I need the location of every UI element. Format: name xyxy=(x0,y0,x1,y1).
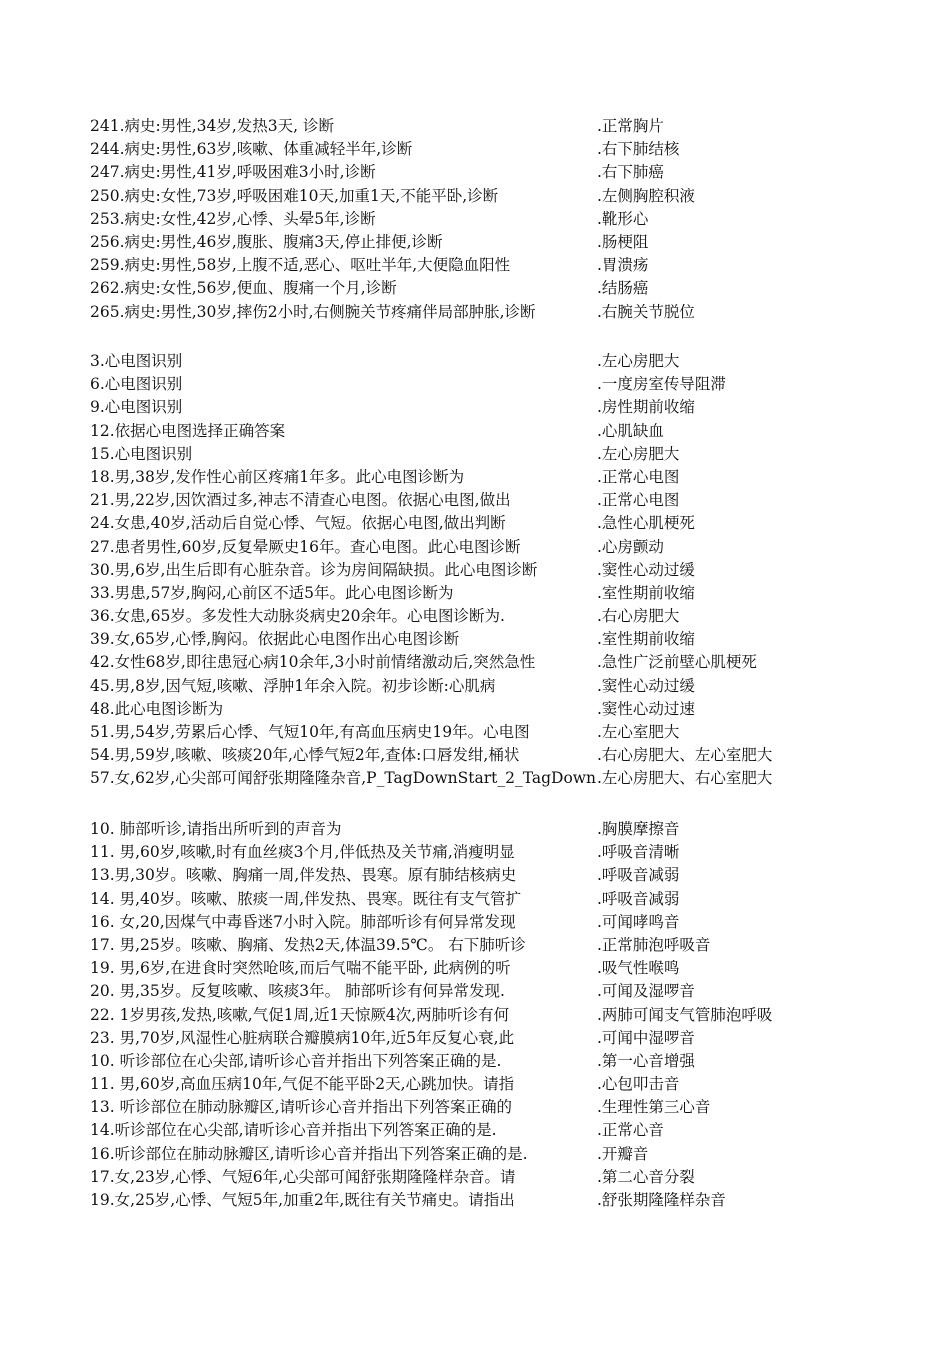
question-text: 57.女,62岁,心尖部可闻舒张期隆隆杂音,P_TagDownStart_2_TagDown xyxy=(90,769,597,788)
question-text: 10. 听诊部位在心尖部,请听诊心音并指出下列答案正确的是. xyxy=(90,1051,502,1070)
answer-text: .左心室肥大 xyxy=(597,723,680,741)
answer-text: .肠梗阻 xyxy=(597,232,649,251)
answer-text: .吸气性喉鸣 xyxy=(597,959,680,978)
question-row xyxy=(90,1004,850,1027)
imaging-diagnosis-section xyxy=(90,115,850,324)
question-row xyxy=(90,489,850,512)
answer-text: .室性期前收缩 xyxy=(597,583,695,602)
question-text: 22. 1岁男孩,发热,咳嗽,气促1周,近1天惊厥4次,两肺听诊有何 xyxy=(90,1005,510,1024)
question-text: 42.女性68岁,即往患冠心病10余年,3小时前情绪激动后,突然急性 xyxy=(90,653,536,672)
question-row xyxy=(90,675,850,698)
answer-text: .急性广泛前壁心肌梗死 xyxy=(597,653,757,672)
answer-text: .心包叩击音 xyxy=(597,1075,680,1094)
answer-text: .右心房肥大、左心室肥大 xyxy=(597,746,773,765)
question-row xyxy=(90,1189,850,1212)
answer-text: .第一心音增强 xyxy=(597,1051,695,1070)
question-row xyxy=(90,185,850,208)
ecg-diagnosis-section xyxy=(90,350,850,791)
answer-text: .靴形心 xyxy=(597,209,649,228)
question-text: 18.男,38岁,发作性心前区疼痛1年多。此心电图诊断为 xyxy=(90,467,465,486)
answer-text: .两肺可闻支气管肺泡呼吸 xyxy=(597,1005,773,1024)
question-row xyxy=(90,396,850,419)
answer-text: .生理性第三心音 xyxy=(597,1098,711,1117)
question-text: 24.女患,40岁,活动后自觉心悸、气短。依据心电图,做出判断 xyxy=(90,514,506,533)
question-text: 51.男,54岁,劳累后心悸、气短10年,有高血压病史19年。心电图 xyxy=(90,723,530,741)
question-text: 13. 听诊部位在肺动脉瓣区,请听诊心音并指出下列答案正确的 xyxy=(90,1098,513,1117)
question-text: 253.病史:女性,42岁,心悸、头晕5年,诊断 xyxy=(90,209,376,228)
answer-text: .胸膜摩擦音 xyxy=(597,820,680,838)
question-row xyxy=(90,864,850,887)
question-text: 259.病史:男性,58岁,上腹不适,恶心、呕吐半年,大便隐血阳性 xyxy=(90,256,511,275)
answer-text: .正常心电图 xyxy=(597,467,680,486)
question-row xyxy=(90,1050,850,1073)
question-text: 17. 男,25岁。咳嗽、胸痛、发热2天,体温39.5℃。 右下肺听诊 xyxy=(90,935,526,954)
question-row xyxy=(90,841,850,864)
answer-text: .结肠癌 xyxy=(597,279,649,298)
question-row xyxy=(90,980,850,1003)
answer-text: .心房颤动 xyxy=(597,537,664,556)
question-text: 10. 肺部听诊,请指出所听到的声音为 xyxy=(90,820,342,838)
question-row xyxy=(90,582,850,605)
answer-text: .呼吸音减弱 xyxy=(597,866,680,885)
question-row xyxy=(90,254,850,277)
question-row xyxy=(90,301,850,324)
question-text: 48.此心电图诊断为 xyxy=(90,699,224,718)
question-row xyxy=(90,1143,850,1166)
answer-text: .可闻中湿啰音 xyxy=(597,1028,695,1047)
question-text: 21.男,22岁,因饮酒过多,神志不清查心电图。依据心电图,做出 xyxy=(90,491,511,510)
question-row xyxy=(90,628,850,651)
answer-text: .窦性心动过速 xyxy=(597,699,695,718)
question-row xyxy=(90,373,850,396)
question-text: 16. 女,20,因煤气中毒昏迷7小时入院。肺部听诊有何异常发现 xyxy=(90,912,516,931)
question-text: 19. 男,6岁,在进食时突然呛咳,而后气喘不能平卧, 此病例的听 xyxy=(90,959,511,978)
question-text: 30.男,6岁,出生后即有心脏杂音。诊为房间隔缺损。此心电图诊断 xyxy=(90,560,538,579)
question-row xyxy=(90,1073,850,1096)
question-text: 36.女患,65岁。多发性大动脉炎病史20余年。心电图诊断为. xyxy=(90,607,505,626)
answer-text: .胃溃疡 xyxy=(597,256,649,275)
question-text: 33.男患,57岁,胸闷,心前区不适5年。此心电图诊断为 xyxy=(90,583,454,602)
question-row xyxy=(90,1166,850,1189)
answer-text: .一度房室传导阻滞 xyxy=(597,375,726,394)
auscultation-section xyxy=(90,818,850,1212)
question-text: 265.病史:男性,30岁,摔伤2小时,右侧腕关节疼痛伴局部肿胀,诊断 xyxy=(90,302,536,321)
question-row xyxy=(90,277,850,300)
answer-text: .左心房肥大、右心室肥大 xyxy=(597,769,773,788)
question-text: 11. 男,60岁,咳嗽,时有血丝痰3个月,伴低热及关节痛,消瘦明显 xyxy=(90,843,515,862)
question-row xyxy=(90,138,850,161)
answer-text: .右下肺结核 xyxy=(597,140,680,159)
question-text: 241.病史:男性,34岁,发热3天, 诊断 xyxy=(90,117,335,135)
answer-text: .房性期前收缩 xyxy=(597,398,695,417)
question-text: 14.听诊部位在心尖部,请听诊心音并指出下列答案正确的是. xyxy=(90,1121,497,1140)
question-text: 27.患者男性,60岁,反复晕厥史16年。查心电图。此心电图诊断 xyxy=(90,537,521,556)
question-row xyxy=(90,818,850,841)
question-row xyxy=(90,651,850,674)
question-row xyxy=(90,911,850,934)
answer-text: .右腕关节脱位 xyxy=(597,302,695,321)
question-text: 11. 男,60岁,高血压病10年,气促不能平卧2天,心跳加快。请指 xyxy=(90,1075,515,1094)
answer-text: .呼吸音清晰 xyxy=(597,843,680,862)
question-text: 54.男,59岁,咳嗽、咳痰20年,心悸气短2年,查体:口唇发绀,桶状 xyxy=(90,746,520,765)
question-row xyxy=(90,420,850,443)
answer-text: .可闻及湿啰音 xyxy=(597,982,695,1001)
answer-text: .舒张期隆隆样杂音 xyxy=(597,1191,726,1209)
answer-text: .右心房肥大 xyxy=(597,607,680,626)
answer-text: .心肌缺血 xyxy=(597,421,664,440)
question-row xyxy=(90,934,850,957)
question-row xyxy=(90,767,850,790)
question-text: 256.病史:男性,46岁,腹胀、腹痛3天,停止排便,诊断 xyxy=(90,232,443,251)
question-row xyxy=(90,466,850,489)
answer-text: .左心房肥大 xyxy=(597,352,680,370)
question-text: 17.女,23岁,心悸、气短6年,心尖部可闻舒张期隆隆样杂音。请 xyxy=(90,1167,516,1186)
question-text: 20. 男,35岁。反复咳嗽、咳痰3年。 肺部听诊有何异常发现. xyxy=(90,982,505,1001)
question-text: 247.病史:男性,41岁,呼吸困难3小时,诊断 xyxy=(90,163,376,182)
question-row xyxy=(90,350,850,373)
answer-text: .窦性心动过缓 xyxy=(597,676,695,695)
answer-text: .窦性心动过缓 xyxy=(597,560,695,579)
question-text: 9.心电图识别 xyxy=(90,398,183,417)
answer-text: .左侧胸腔积液 xyxy=(597,186,695,205)
question-row xyxy=(90,721,850,744)
answer-text: .正常心电图 xyxy=(597,491,680,510)
question-text: 12.依据心电图选择正确答案 xyxy=(90,421,286,440)
answer-text: .正常心音 xyxy=(597,1121,664,1140)
answer-text: .正常肺泡呼吸音 xyxy=(597,935,711,954)
question-row xyxy=(90,443,850,466)
question-row xyxy=(90,744,850,767)
question-row xyxy=(90,208,850,231)
question-text: 13.男,30岁。咳嗽、胸痛一周,伴发热、畏寒。原有肺结核病史 xyxy=(90,866,517,885)
question-row xyxy=(90,1119,850,1142)
question-row xyxy=(90,559,850,582)
question-row xyxy=(90,512,850,535)
answer-text: .左心房肥大 xyxy=(597,444,680,463)
question-row xyxy=(90,888,850,911)
question-text: 16.听诊部位在肺动脉瓣区,请听诊心音并指出下列答案正确的是. xyxy=(90,1144,528,1163)
answer-text: .右下肺癌 xyxy=(597,163,664,182)
question-row xyxy=(90,231,850,254)
answer-text: .急性心肌梗死 xyxy=(597,514,695,533)
question-text: 23. 男,70岁,风湿性心脏病联合瓣膜病10年,近5年反复心衰,此 xyxy=(90,1028,515,1047)
question-text: 6.心电图识别 xyxy=(90,375,183,394)
question-text: 244.病史:男性,63岁,咳嗽、体重减轻半年,诊断 xyxy=(90,140,413,159)
question-row xyxy=(90,1027,850,1050)
answer-text: .可闻哮鸣音 xyxy=(597,912,680,931)
answer-text: .正常胸片 xyxy=(597,117,664,135)
question-text: 14. 男,40岁。咳嗽、脓痰一周,伴发热、畏寒。既往有支气管扩 xyxy=(90,889,522,908)
question-text: 15.心电图识别 xyxy=(90,444,193,463)
answer-text: .开瓣音 xyxy=(597,1144,649,1163)
question-text: 250.病史:女性,73岁,呼吸困难10天,加重1天,不能平卧,诊断 xyxy=(90,186,499,205)
question-text: 45.男,8岁,因气短,咳嗽、浮肿1年余入院。初步诊断:心肌病 xyxy=(90,676,496,695)
question-row xyxy=(90,536,850,559)
answer-text: .呼吸音减弱 xyxy=(597,889,680,908)
question-row xyxy=(90,161,850,184)
question-text: 262.病史:女性,56岁,便血、腹痛一个月,诊断 xyxy=(90,279,397,298)
question-text: 19.女,25岁,心悸、气短5年,加重2年,既往有关节痛史。请指出 xyxy=(90,1191,515,1209)
question-row xyxy=(90,957,850,980)
answer-text: .第二心音分裂 xyxy=(597,1167,695,1186)
question-row xyxy=(90,605,850,628)
question-text: 3.心电图识别 xyxy=(90,352,183,370)
question-text: 39.女,65岁,心悸,胸闷。依据此心电图作出心电图诊断 xyxy=(90,630,460,649)
question-row xyxy=(90,115,850,138)
question-row xyxy=(90,1096,850,1119)
question-row xyxy=(90,698,850,721)
answer-text: .室性期前收缩 xyxy=(597,630,695,649)
